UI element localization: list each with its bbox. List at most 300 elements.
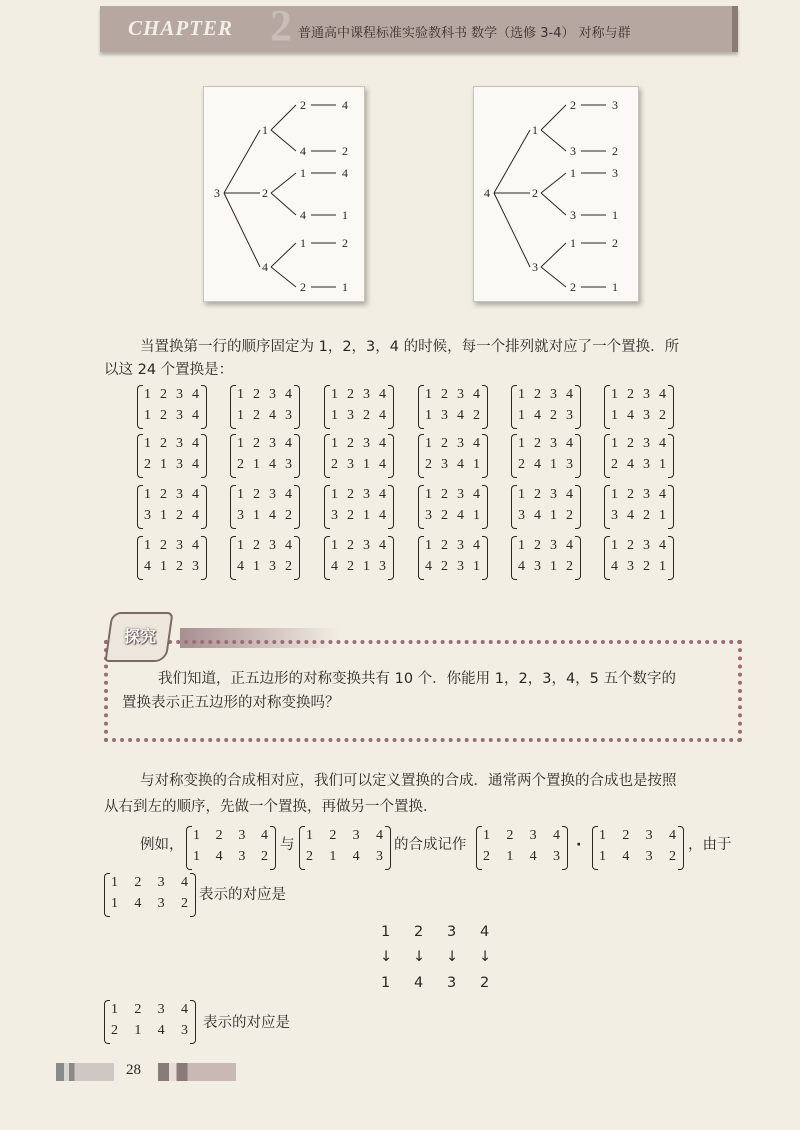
perm-digit: 1 xyxy=(473,457,480,472)
perm-digit: 4 xyxy=(285,487,292,502)
perm-digit: 3 xyxy=(269,387,276,402)
perm-digit: 2 xyxy=(627,487,634,502)
tree-diagram-left xyxy=(203,86,365,302)
perm-digit: 3 xyxy=(441,457,448,472)
perm-digit: 1 xyxy=(363,508,370,523)
perm-digit: 4 xyxy=(529,849,537,864)
perm-digit: 4 xyxy=(611,559,618,574)
perm-bottom-row xyxy=(137,457,207,473)
perm-digit: 3 xyxy=(269,559,276,574)
perm-digit: 2 xyxy=(331,457,338,472)
perm-digit: 2 xyxy=(483,849,490,864)
perm-bottom-row xyxy=(604,508,674,524)
perm-digit: 2 xyxy=(347,436,354,451)
perm-digit: 4 xyxy=(518,559,525,574)
tree-node: 1 xyxy=(262,123,268,137)
perm-digit: 3 xyxy=(176,538,183,553)
permutation-matrix xyxy=(230,385,300,429)
perm-digit: 4 xyxy=(269,457,276,472)
perm-digit: 4 xyxy=(269,508,276,523)
perm-top-row xyxy=(137,487,207,503)
perm-digit: 3 xyxy=(643,457,650,472)
permutation-matrix xyxy=(418,385,488,429)
perm-digit: 4 xyxy=(192,508,199,523)
permutation-matrix xyxy=(230,485,300,529)
perm-digit: 1 xyxy=(237,436,244,451)
perm-digit: 3 xyxy=(566,408,573,423)
perm-digit: 2 xyxy=(160,538,167,553)
perm-digit: 1 xyxy=(237,387,244,402)
perm-digit: 2 xyxy=(176,559,183,574)
perm-digit: 4 xyxy=(473,387,480,402)
tree-edge xyxy=(541,267,566,287)
perm-digit: 1 xyxy=(144,387,151,402)
perm-digit: 3 xyxy=(379,559,386,574)
perm-digit: 1 xyxy=(611,538,618,553)
permutation-matrix xyxy=(604,434,674,478)
perm-digit: 1 xyxy=(599,849,606,864)
tree-node: 1 xyxy=(532,123,538,137)
perm-digit: 1 xyxy=(331,487,338,502)
tree-leaf: 1 xyxy=(342,280,348,294)
perm-top-row xyxy=(604,538,674,554)
perm-digit: 1 xyxy=(111,875,118,890)
perm-digit: 4 xyxy=(285,436,292,451)
footer-bar-right xyxy=(158,1063,236,1081)
chapter-header xyxy=(100,1,738,52)
chapter-label: CHAPTER xyxy=(128,16,234,40)
perm-digit: 2 xyxy=(441,559,448,574)
tree-node: 3 xyxy=(532,260,538,274)
book-title: 普通高中课程标准实验教科书 数学（选修 3-4） 对称与群 xyxy=(298,26,631,41)
perm-digit: 2 xyxy=(134,1002,142,1017)
perm-digit: 2 xyxy=(329,828,337,843)
tree-edge xyxy=(271,130,296,151)
perm-digit: 2 xyxy=(550,408,557,423)
tree-svg xyxy=(474,87,638,301)
tree-edge xyxy=(224,130,260,193)
perm-digit: 3 xyxy=(363,538,370,553)
perm-bottom-row xyxy=(186,849,276,865)
perm-bottom-row xyxy=(604,457,674,473)
perm-digit: 4 xyxy=(668,828,676,843)
tree-leaf: 1 xyxy=(300,236,306,250)
perm-top-row xyxy=(511,436,581,452)
perm-digit: 1 xyxy=(473,559,480,574)
tree-leaf: 4 xyxy=(300,208,306,222)
tree-svg xyxy=(204,87,364,301)
perm-digit: 4 xyxy=(622,849,630,864)
perm-top-row xyxy=(299,828,391,844)
perm-digit: 1 xyxy=(331,436,338,451)
tree-edge xyxy=(541,193,566,215)
perm-bottom-row xyxy=(592,849,684,865)
mapping-bottom-digit: 3 xyxy=(447,975,457,991)
tree-edge xyxy=(271,193,296,215)
perm-digit: 3 xyxy=(425,508,432,523)
perm-digit: 2 xyxy=(627,387,634,402)
perm-digit: 3 xyxy=(611,508,618,523)
tree-leaf: 1 xyxy=(342,208,348,222)
down-arrow-icon: ↓ xyxy=(446,949,459,965)
perm-digit: 2 xyxy=(441,436,448,451)
perm-digit: 3 xyxy=(176,457,183,472)
perm-digit: 1 xyxy=(425,436,432,451)
perm-top-row xyxy=(604,387,674,403)
perm-digit: 1 xyxy=(659,559,666,574)
perm-digit: 4 xyxy=(627,408,634,423)
perm-digit: 2 xyxy=(160,487,167,502)
represents-label-2: 表示的对应是 xyxy=(203,1015,290,1031)
perm-bottom-row xyxy=(511,457,581,473)
mapping-top-digit: 2 xyxy=(414,924,424,940)
perm-digit: 4 xyxy=(566,387,573,402)
perm-top-row xyxy=(604,436,674,452)
perm-digit: 2 xyxy=(285,559,292,574)
perm-digit: 4 xyxy=(659,538,666,553)
down-arrow-icon: ↓ xyxy=(413,949,426,965)
perm-digit: 1 xyxy=(550,559,557,574)
perm-digit: 3 xyxy=(457,436,464,451)
perm-digit: 4 xyxy=(379,487,386,502)
perm-digit: 1 xyxy=(363,457,370,472)
perm-digit: 2 xyxy=(627,436,634,451)
perm-digit: 4 xyxy=(192,457,199,472)
chapter-number: 2 xyxy=(270,1,292,50)
perm-digit: 4 xyxy=(331,559,338,574)
permutation-matrix xyxy=(324,485,394,529)
permutation-matrix xyxy=(511,485,581,529)
perm-digit: 1 xyxy=(611,408,618,423)
perm-digit: 2 xyxy=(237,457,244,472)
perm-digit: 3 xyxy=(643,408,650,423)
perm-digit: 3 xyxy=(375,849,383,864)
permutation-matrix xyxy=(137,385,207,429)
explore-badge xyxy=(108,612,218,658)
body-line-1: 与对称变换的合成相对应，我们可以定义置换的合成．通常两个置换的合成也是按照 xyxy=(140,773,677,789)
perm-top-row xyxy=(230,487,300,503)
tree-leaf: 2 xyxy=(300,98,306,112)
perm-digit: 2 xyxy=(473,408,480,423)
perm-top-row xyxy=(511,487,581,503)
permutation-matrix xyxy=(137,434,207,478)
perm-digit: 1 xyxy=(144,436,151,451)
perm-top-row xyxy=(137,436,207,452)
tree-leaf: 2 xyxy=(342,144,348,158)
perm-digit: 3 xyxy=(457,387,464,402)
perm-digit: 1 xyxy=(518,538,525,553)
represents-label-1: 表示的对应是 xyxy=(199,887,286,903)
perm-digit: 4 xyxy=(473,487,480,502)
perm-digit: 4 xyxy=(375,828,383,843)
tree-leaf: 2 xyxy=(570,280,576,294)
example-prefix: 例如， xyxy=(140,837,184,853)
tree-leaf: 2 xyxy=(570,98,576,112)
permutation-matrix xyxy=(230,536,300,580)
perm-bottom-row xyxy=(324,457,394,473)
perm-bottom-row xyxy=(230,457,300,473)
perm-digit: 3 xyxy=(176,387,183,402)
perm-digit: 3 xyxy=(269,436,276,451)
mapping-top-digit: 4 xyxy=(480,924,490,940)
permutation-matrix xyxy=(230,434,300,478)
perm-top-row xyxy=(230,436,300,452)
tree-node: 4 xyxy=(262,260,268,274)
perm-digit: 1 xyxy=(144,487,151,502)
header-edge xyxy=(732,6,738,52)
perm-digit: 4 xyxy=(425,559,432,574)
tree-leaf: 3 xyxy=(570,144,576,158)
perm-digit: 2 xyxy=(260,849,268,864)
perm-digit: 2 xyxy=(215,828,223,843)
perm-digit: 1 xyxy=(506,849,514,864)
perm-bottom-row xyxy=(511,408,581,424)
perm-top-row xyxy=(230,387,300,403)
perm-top-row xyxy=(476,828,568,844)
perm-digit: 1 xyxy=(160,457,167,472)
perm-digit: 1 xyxy=(518,487,525,502)
tree-leaf: 2 xyxy=(612,236,618,250)
perm-top-row xyxy=(418,487,488,503)
permutation-matrix xyxy=(324,434,394,478)
down-arrow-icon: ↓ xyxy=(479,949,492,965)
perm-bottom-row xyxy=(299,849,391,865)
perm-digit: 1 xyxy=(425,387,432,402)
perm-digit: 3 xyxy=(441,408,448,423)
perm-digit: 2 xyxy=(134,875,142,890)
perm-digit: 4 xyxy=(180,875,188,890)
perm-digit: 2 xyxy=(425,457,432,472)
perm-digit: 3 xyxy=(529,828,537,843)
perm-digit: 2 xyxy=(643,559,650,574)
example-perm-a-copy xyxy=(592,826,684,870)
perm-digit: 3 xyxy=(363,436,370,451)
tree-leaf: 4 xyxy=(300,144,306,158)
perm-digit: 1 xyxy=(473,508,480,523)
tree-edge xyxy=(541,173,566,193)
perm-digit: 3 xyxy=(176,487,183,502)
perm-digit: 1 xyxy=(331,538,338,553)
permutation-matrix xyxy=(324,385,394,429)
mapping-top-digit: 3 xyxy=(447,924,457,940)
permutation-matrix xyxy=(604,485,674,529)
perm-digit: 1 xyxy=(237,538,244,553)
perm-digit: 3 xyxy=(238,849,246,864)
perm-digit: 4 xyxy=(379,538,386,553)
perm-bottom-row xyxy=(418,408,488,424)
perm-digit: 4 xyxy=(237,559,244,574)
perm-digit: 4 xyxy=(552,828,560,843)
explore-line-2: 置换表示正五边形的对称变换吗？ xyxy=(122,695,340,711)
perm-digit: 4 xyxy=(566,436,573,451)
permutation-matrix xyxy=(511,434,581,478)
tree-edge xyxy=(541,130,566,151)
perm-digit: 2 xyxy=(180,896,188,911)
perm-digit: 4 xyxy=(627,508,634,523)
perm-digit: 2 xyxy=(347,559,354,574)
perm-digit: 2 xyxy=(176,508,183,523)
perm-digit: 4 xyxy=(379,457,386,472)
perm-digit: 4 xyxy=(285,387,292,402)
perm-digit: 2 xyxy=(534,436,541,451)
perm-top-row xyxy=(186,828,276,844)
tree-edge xyxy=(271,243,296,267)
intro-line-1: 当置换第一行的顺序固定为 1，2，3，4 的时候，每一个排列就对应了一个置换．所 xyxy=(140,339,680,355)
perm-digit: 1 xyxy=(550,457,557,472)
perm-digit: 3 xyxy=(157,1002,165,1017)
perm-bottom-row xyxy=(137,559,207,575)
example-perm-b-copy xyxy=(476,826,568,870)
perm-top-row xyxy=(511,387,581,403)
perm-bottom-row xyxy=(476,849,568,865)
perm-digit: 2 xyxy=(253,387,260,402)
perm-bottom-row xyxy=(137,408,207,424)
intro-line-2: 以这 24 个置换是： xyxy=(104,362,234,378)
tree-leaf: 4 xyxy=(342,98,348,112)
mapping-bottom-digit: 4 xyxy=(414,975,424,991)
example-perm-b xyxy=(299,826,391,870)
tree-leaf: 2 xyxy=(300,280,306,294)
perm-digit: 1 xyxy=(425,408,432,423)
perm-bottom-row xyxy=(604,559,674,575)
perm-digit: 4 xyxy=(627,457,634,472)
perm-digit: 2 xyxy=(622,828,630,843)
perm-digit: 1 xyxy=(659,508,666,523)
perm-digit: 1 xyxy=(550,508,557,523)
perm-digit: 1 xyxy=(160,508,167,523)
perm-bottom-row xyxy=(418,457,488,473)
perm-digit: 4 xyxy=(659,387,666,402)
perm-digit: 1 xyxy=(518,387,525,402)
permutation-matrix xyxy=(511,385,581,429)
perm-digit: 2 xyxy=(253,538,260,553)
page-number: 28 xyxy=(126,1062,141,1078)
tree-edge xyxy=(271,173,296,193)
perm-bottom-row xyxy=(324,508,394,524)
perm-digit: 1 xyxy=(253,457,260,472)
perm-digit: 4 xyxy=(534,508,541,523)
perm-digit: 4 xyxy=(534,408,541,423)
perm-digit: 4 xyxy=(457,408,464,423)
tree-leaf: 1 xyxy=(612,208,618,222)
perm-digit: 3 xyxy=(331,508,338,523)
perm-digit: 3 xyxy=(643,538,650,553)
perm-digit: 1 xyxy=(134,1023,142,1038)
perm-digit: 1 xyxy=(237,487,244,502)
tree-diagram-right xyxy=(473,86,639,302)
perm-digit: 4 xyxy=(269,408,276,423)
perm-top-row xyxy=(418,538,488,554)
perm-digit: 2 xyxy=(668,849,676,864)
tree-edge xyxy=(541,243,566,267)
perm-digit: 4 xyxy=(457,457,464,472)
tree-node: 2 xyxy=(262,186,268,200)
example-mid: 的合成记作 xyxy=(394,837,467,853)
perm-digit: 4 xyxy=(192,436,199,451)
mapping-bottom-digit: 1 xyxy=(381,975,391,991)
perm-digit: 1 xyxy=(193,828,200,843)
perm-digit: 1 xyxy=(363,559,370,574)
tree-leaf: 1 xyxy=(570,236,576,250)
perm-digit: 2 xyxy=(441,538,448,553)
perm-bottom-row xyxy=(418,559,488,575)
perm-digit: 1 xyxy=(329,849,337,864)
perm-bottom-row xyxy=(418,508,488,524)
perm-digit: 4 xyxy=(659,487,666,502)
perm-digit: 3 xyxy=(363,387,370,402)
permutation-matrix xyxy=(604,536,674,580)
perm-digit: 4 xyxy=(566,487,573,502)
explore-badge-label: 探究 xyxy=(124,627,157,646)
perm-digit: 1 xyxy=(518,408,525,423)
perm-digit: 2 xyxy=(506,828,514,843)
perm-digit: 2 xyxy=(659,408,666,423)
perm-top-row xyxy=(137,387,207,403)
perm-digit: 1 xyxy=(425,487,432,502)
perm-digit: 2 xyxy=(566,559,573,574)
perm-top-row xyxy=(324,387,394,403)
perm-digit: 4 xyxy=(180,1002,188,1017)
perm-digit: 4 xyxy=(352,849,360,864)
perm-digit: 2 xyxy=(347,508,354,523)
perm-digit: 4 xyxy=(260,828,268,843)
tree-leaf: 3 xyxy=(612,98,618,112)
tree-edge xyxy=(271,267,296,287)
perm-digit: 3 xyxy=(550,487,557,502)
perm-digit: 3 xyxy=(643,387,650,402)
perm-digit: 2 xyxy=(347,387,354,402)
perm-digit: 3 xyxy=(550,387,557,402)
perm-digit: 1 xyxy=(518,436,525,451)
permutation-matrix xyxy=(137,485,207,529)
perm-top-row xyxy=(324,436,394,452)
perm-bottom-row xyxy=(604,408,674,424)
perm-digit: 1 xyxy=(331,387,338,402)
perm-digit: 1 xyxy=(483,828,490,843)
explore-line-1: 我们知道，正五边形的对称变换共有 10 个．你能用 1，2，3，4，5 五个数字的 xyxy=(158,671,677,687)
perm-digit: 4 xyxy=(192,538,199,553)
perm-top-row xyxy=(137,538,207,554)
perm-top-row xyxy=(104,875,196,891)
perm-digit: 2 xyxy=(160,436,167,451)
perm-digit: 1 xyxy=(425,538,432,553)
tree-leaf: 1 xyxy=(612,280,618,294)
perm-digit: 4 xyxy=(134,896,142,911)
perm-digit: 3 xyxy=(643,436,650,451)
perm-digit: 3 xyxy=(550,436,557,451)
perm-digit: 4 xyxy=(215,849,223,864)
perm-digit: 3 xyxy=(347,408,354,423)
perm-digit: 3 xyxy=(157,875,165,890)
example-suffix: ，由于 xyxy=(688,837,732,853)
perm-digit: 4 xyxy=(534,457,541,472)
perm-digit: 3 xyxy=(457,559,464,574)
perm-digit: 2 xyxy=(441,487,448,502)
perm-digit: 1 xyxy=(144,408,151,423)
perm-digit: 1 xyxy=(611,436,618,451)
perm-digit: 4 xyxy=(192,408,199,423)
tree-edge xyxy=(494,193,530,267)
perm-digit: 2 xyxy=(518,457,525,472)
perm-digit: 3 xyxy=(550,538,557,553)
perm-digit: 3 xyxy=(457,487,464,502)
tree-edge xyxy=(271,105,296,130)
perm-digit: 3 xyxy=(144,508,151,523)
permutation-matrix xyxy=(137,536,207,580)
tree-leaf: 2 xyxy=(612,144,618,158)
perm-digit: 3 xyxy=(238,828,246,843)
perm-digit: 4 xyxy=(473,436,480,451)
